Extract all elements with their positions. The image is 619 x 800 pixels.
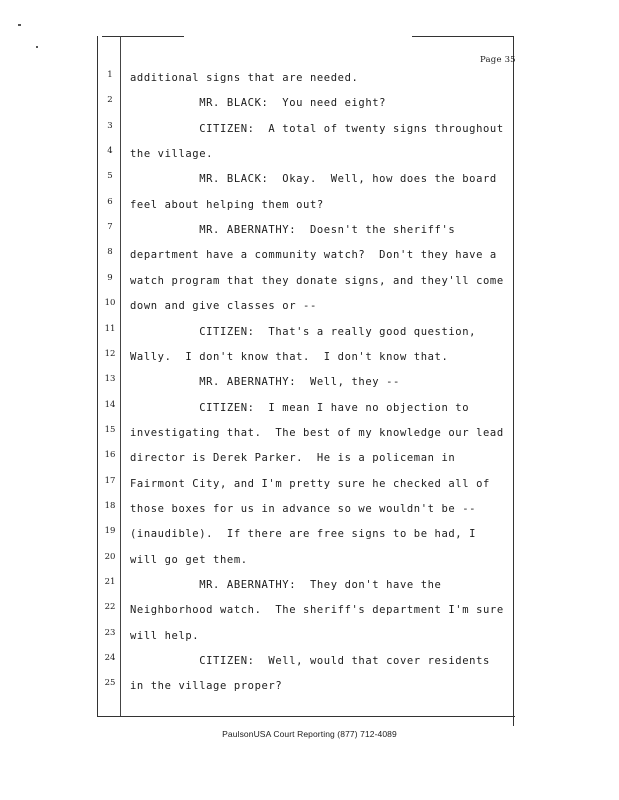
transcript-line: watch program that they donate signs, and they'll come — [130, 274, 504, 287]
line-number: 11 — [104, 323, 116, 334]
line-number: 3 — [107, 120, 113, 131]
left-margin-rule-inner — [120, 36, 121, 716]
line-number: 20 — [104, 551, 116, 562]
bottom-rule — [97, 716, 515, 717]
transcript-line: feel about helping them out? — [130, 198, 324, 211]
line-number: 13 — [104, 374, 116, 385]
transcript-line: MR. ABERNATHY: They don't have the — [130, 579, 442, 591]
line-number: 25 — [104, 678, 116, 689]
transcript-line: CITIZEN: That's a really good question, — [130, 325, 477, 338]
transcript-line: MR. BLACK: You need eight? — [130, 97, 387, 110]
line-number: 12 — [104, 348, 116, 359]
transcript-line: will help. — [130, 629, 200, 642]
line-number: 6 — [107, 196, 113, 207]
right-margin-rule — [513, 36, 514, 726]
scan-speck — [18, 24, 21, 26]
transcript-line: Wally. I don't know that. I don't know that. — [130, 350, 449, 363]
top-rule-right — [412, 36, 514, 37]
line-number: 7 — [107, 222, 113, 233]
line-number: 21 — [104, 577, 116, 587]
transcript-line: the village. — [130, 148, 214, 161]
line-number: 16 — [104, 450, 116, 461]
line-number: 18 — [104, 500, 116, 511]
transcript-line: Fairmont City, and I'm pretty sure he checked all of — [130, 477, 490, 490]
scan-speck — [36, 46, 38, 48]
line-number: 8 — [107, 247, 113, 258]
line-number: 24 — [104, 653, 116, 664]
transcript-line: CITIZEN: Well, would that cover residents — [130, 655, 490, 668]
line-number: 14 — [104, 399, 116, 410]
transcript-line: down and give classes or -- — [130, 300, 317, 313]
line-number: 9 — [107, 272, 113, 283]
transcript-line: investigating that. The best of my knowledge our lead — [130, 426, 504, 439]
transcript-line: in the village proper? — [130, 680, 283, 693]
line-number: 1 — [107, 70, 113, 80]
transcript-line: MR. ABERNATHY: Well, they -- — [130, 376, 400, 389]
transcript-line: MR. ABERNATHY: Doesn't the sheriff's — [130, 224, 456, 237]
line-number: 4 — [107, 146, 113, 157]
transcript-line: those boxes for us in advance so we wouldn't be -- — [130, 502, 477, 515]
line-number: 22 — [104, 602, 116, 613]
transcript-line: department have a community watch? Don't they have a — [130, 249, 497, 262]
line-number: 17 — [104, 475, 116, 486]
transcript-line: Neighborhood watch. The sheriff's department I'm sure — [130, 604, 504, 617]
transcript-line: CITIZEN: A total of twenty signs throughout — [130, 122, 504, 135]
line-number: 23 — [104, 627, 116, 638]
left-margin-rule-outer — [97, 36, 98, 716]
page-number: Page 35 — [480, 55, 516, 65]
line-number: 5 — [107, 171, 113, 182]
transcript-line: director is Derek Parker. He is a policeman in — [130, 452, 456, 465]
transcript-line: will go get them. — [130, 553, 248, 566]
line-number: 2 — [107, 95, 113, 106]
top-rule-left — [102, 36, 184, 37]
line-number: 15 — [104, 424, 116, 435]
line-number: 19 — [104, 526, 116, 537]
line-number: 10 — [104, 298, 116, 309]
transcript-line: (inaudible). If there are free signs to be had, I — [130, 528, 477, 541]
transcript-line: additional signs that are needed. — [130, 72, 359, 84]
transcript-line: CITIZEN: I mean I have no objection to — [130, 401, 470, 414]
footer-reporter: PaulsonUSA Court Reporting (877) 712-4089 — [222, 729, 397, 739]
transcript-line: MR. BLACK: Okay. Well, how does the board — [130, 173, 497, 186]
